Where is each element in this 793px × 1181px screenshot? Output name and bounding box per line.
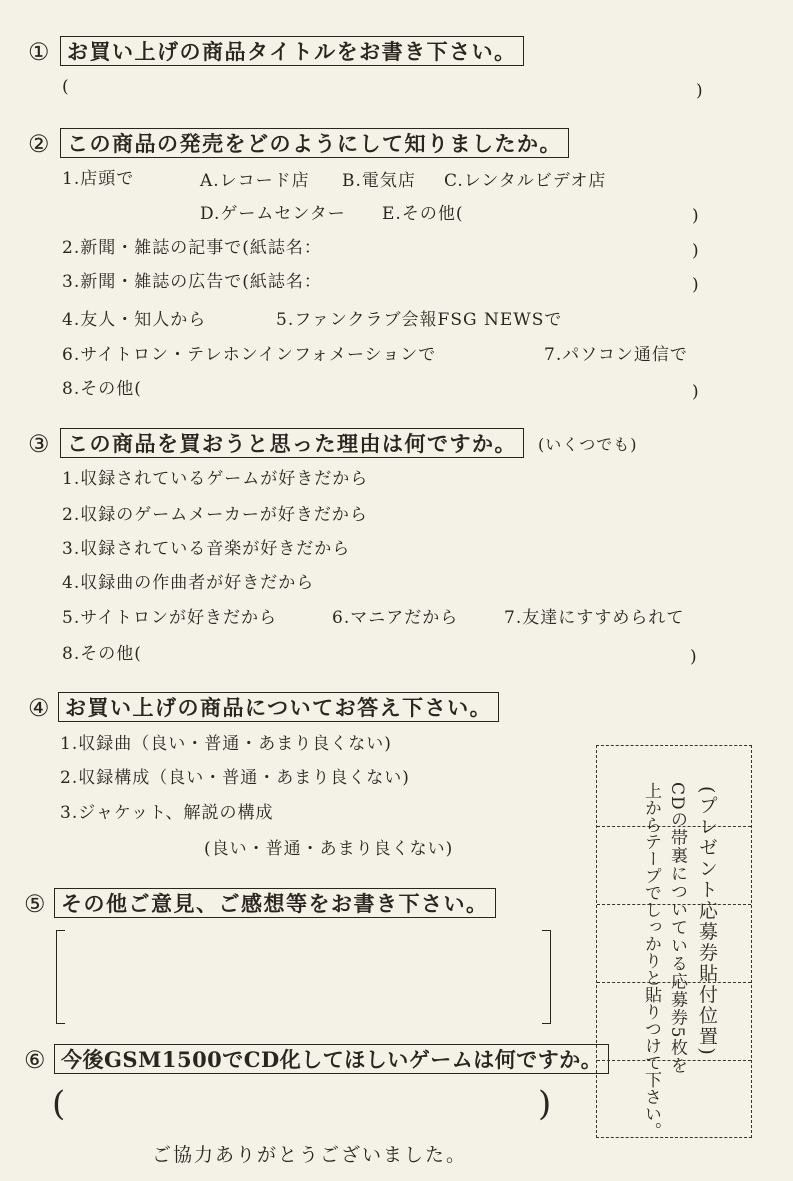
q6-number: ⑥ (24, 1046, 46, 1074)
q2-option-8-close: ) (692, 382, 699, 402)
q3-option-4: 4.収録曲の作曲者が好きだから (62, 573, 315, 593)
q3-option-6: 6.マニアだから (332, 608, 459, 628)
q5-answer-bracket-right (542, 930, 551, 1024)
q3-option-5: 5.サイトロンが好きだから (62, 608, 278, 628)
q3-note: (いくつでも) (538, 435, 638, 454)
q2-option-1d: D.ゲームセンター (200, 204, 346, 224)
q3-option-1: 1.収録されているゲームが好きだから (62, 469, 369, 489)
q2-option-4: 4.友人・知人から (62, 310, 207, 330)
q2-option-1c: C.レンタルビデオ店 (444, 171, 607, 191)
q3-option-7: 7.友達にすすめられて (504, 608, 685, 628)
q1-answer-open: ( (62, 77, 69, 97)
q2-option-1e-close: ) (692, 206, 699, 226)
q5-number: ⑤ (24, 890, 46, 918)
q3-title: この商品を買おうと思った理由は何ですか。 (60, 428, 524, 458)
q2-option-3: 3.新聞・雑誌の広告で(紙誌名： (62, 272, 322, 292)
q6-answer-open: ( (52, 1084, 66, 1124)
q2-option-1: 1.店頭で (62, 169, 135, 189)
q6-answer-close: ) (538, 1084, 552, 1124)
closing-message: ご協力ありがとうございました。 (152, 1144, 468, 1166)
q2-option-2: 2.新聞・雑誌の記事で(紙誌名： (62, 238, 322, 258)
q3-option-8: 8.その他( (62, 644, 142, 664)
q4-option-3: 3.ジャケット、解説の構成 (60, 803, 274, 823)
q2-option-2-close: ) (692, 241, 699, 261)
q4-option-2: 2.収録構成（良い・普通・あまり良くない) (60, 768, 410, 788)
q5-answer-bracket-left (56, 930, 65, 1024)
q2-option-1b: B.電気店 (342, 171, 416, 191)
q4-number: ④ (28, 694, 50, 722)
q3-option-3: 3.収録されている音楽が好きだから (62, 539, 351, 559)
sticker-heading: (プレゼント応募券貼付位置) (696, 786, 718, 1057)
q3-option-8-close: ) (690, 647, 697, 667)
q4-option-1: 1.収録曲（良い・普通・あまり良くない) (60, 734, 392, 754)
q2-option-6: 6.サイトロン・テレホンインフォメーションで (62, 345, 437, 365)
q3-option-2: 2.収録のゲームメーカーが好きだから (62, 505, 368, 525)
q4-title: お買い上げの商品についてお答え下さい。 (58, 692, 499, 722)
q1-answer-close: ) (696, 81, 703, 101)
q2-option-5: 5.ファンクラブ会報FSG NEWSで (276, 310, 563, 330)
q5-title: その他ご意見、ご感想等をお書き下さい。 (54, 888, 496, 918)
q2-option-1e: E.その他( (382, 204, 464, 224)
q6-title: 今後GSM1500でCD化してほしいゲームは何ですか。 (54, 1044, 609, 1074)
q2-option-8: 8.その他( (62, 379, 142, 399)
q2-number: ② (28, 130, 50, 158)
q1-number: ① (28, 38, 50, 66)
sticker-instruction-2: 上からテープでしっかりと貼りつけて下さい。 (641, 782, 661, 1139)
q2-option-3-close: ) (692, 275, 699, 295)
coupon-sticker-area (596, 745, 752, 1138)
q2-title: この商品の発売をどのようにして知りましたか。 (60, 128, 569, 158)
q2-option-1a: A.レコード店 (200, 171, 310, 191)
sticker-instruction-1: CDの帯裏についている応募券5枚を (667, 782, 687, 1075)
q2-option-7: 7.パソコン通信で (544, 345, 688, 365)
q4-option-3-choices: (良い・普通・あまり良くない) (204, 839, 454, 859)
q3-number: ③ (28, 430, 50, 458)
q1-title: お買い上げの商品タイトルをお書き下さい。 (60, 36, 524, 66)
